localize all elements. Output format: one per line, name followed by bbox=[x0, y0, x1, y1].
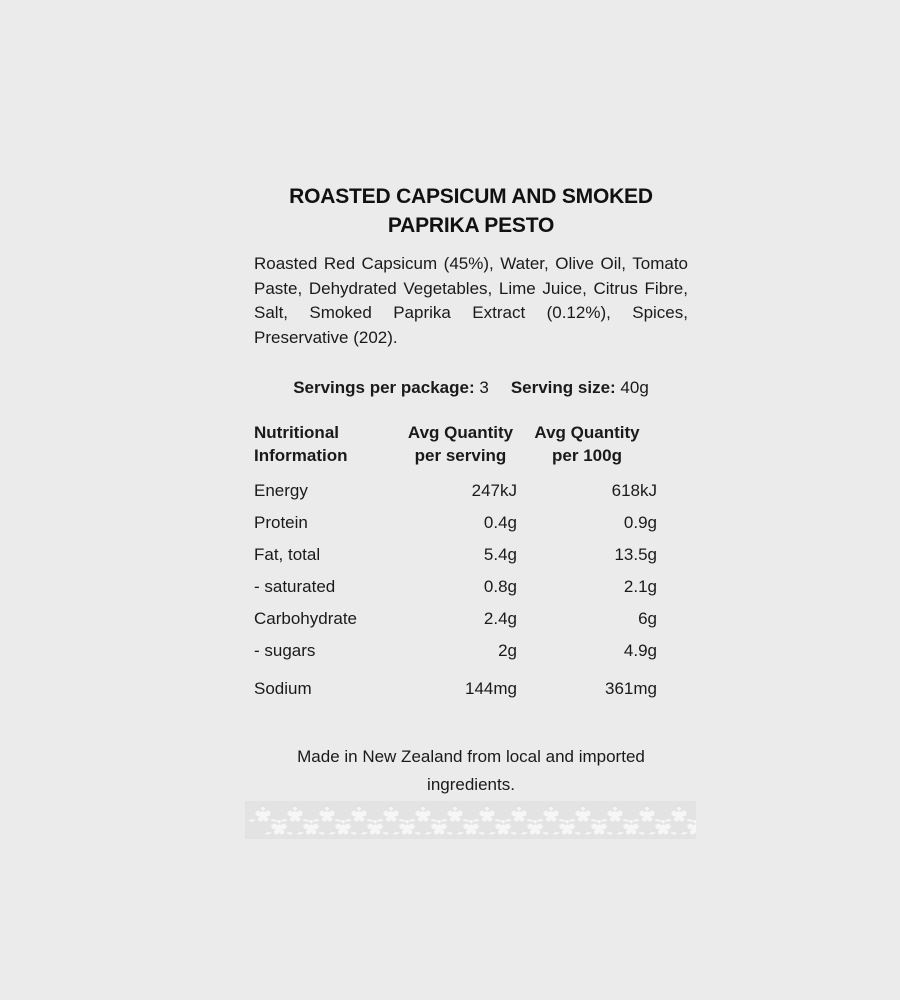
nutrition-row-saturated bbox=[254, 571, 688, 603]
product-title-line-1: ROASTED CAPSICUM AND SMOKED bbox=[289, 185, 653, 208]
nutrition-header-row bbox=[254, 421, 688, 475]
nutrition-table bbox=[254, 421, 688, 705]
per-serving-value: 0.4g bbox=[483, 513, 517, 532]
per-serving-value: 2.4g bbox=[483, 609, 517, 628]
per-serving-value: 2g bbox=[498, 641, 517, 660]
per-serving-value: 0.8g bbox=[483, 577, 517, 596]
per-100g-value: 618kJ bbox=[611, 481, 657, 500]
per-100g-value: 361mg bbox=[605, 679, 657, 698]
per-100g-value: 13.5g bbox=[614, 545, 657, 564]
servings-per-package-value: 3 bbox=[479, 378, 489, 397]
per-100g-value: 4.9g bbox=[623, 641, 657, 660]
header-avg-per-serving: Avg Quantity per serving bbox=[407, 423, 514, 465]
nutrient-name: Protein bbox=[254, 513, 308, 532]
floral-pattern-icon bbox=[245, 801, 696, 839]
nutrition-label bbox=[254, 182, 688, 799]
per-100g-value: 2.1g bbox=[623, 577, 657, 596]
nutrition-row-energy bbox=[254, 475, 688, 507]
ingredients-list: Roasted Red Capsicum (45%), Water, Olive Oil, Tomato Paste, Dehydrated Vegetables, Lime Juice, Citrus Fibre, Salt, Smoked Paprika Extract (0.12%), Spices, Preservative (202). bbox=[254, 254, 688, 347]
origin-line-1: Made in New Zealand from local and imported bbox=[297, 747, 645, 766]
servings-line bbox=[254, 376, 688, 400]
servings-per-package-label: Servings per package: bbox=[293, 378, 475, 397]
nutrient-name: - sugars bbox=[254, 641, 316, 660]
nutrient-name: Fat, total bbox=[254, 545, 321, 564]
nutrition-row-protein bbox=[254, 507, 688, 539]
product-title bbox=[254, 182, 688, 240]
per-serving-value: 144mg bbox=[465, 679, 517, 698]
per-serving-value: 247kJ bbox=[471, 481, 517, 500]
nutrition-row-carbohydrate bbox=[254, 603, 688, 635]
decorative-pattern-banner bbox=[245, 801, 696, 839]
nutrition-row-sodium bbox=[254, 667, 688, 705]
nutrient-name: Energy bbox=[254, 481, 308, 500]
per-100g-value: 0.9g bbox=[623, 513, 657, 532]
per-100g-value: 6g bbox=[638, 609, 657, 628]
serving-size-label: Serving size: bbox=[510, 378, 616, 397]
nutrient-name: Sodium bbox=[254, 679, 312, 698]
nutrition-row-fat-total bbox=[254, 539, 688, 571]
nutrition-row-sugars bbox=[254, 635, 688, 667]
product-title-line-2: PAPRIKA PESTO bbox=[387, 214, 555, 237]
header-avg-per-100g: Avg Quantity per 100g bbox=[534, 423, 640, 465]
serving-size-value: 40g bbox=[620, 378, 649, 397]
origin-line-2: ingredients. bbox=[427, 775, 515, 794]
per-serving-value: 5.4g bbox=[483, 545, 517, 564]
nutrient-name: - saturated bbox=[254, 577, 336, 596]
nutrient-name: Carbohydrate bbox=[254, 609, 358, 628]
origin-statement bbox=[254, 743, 688, 799]
header-nutritional-information: Nutritional Information bbox=[254, 423, 348, 465]
